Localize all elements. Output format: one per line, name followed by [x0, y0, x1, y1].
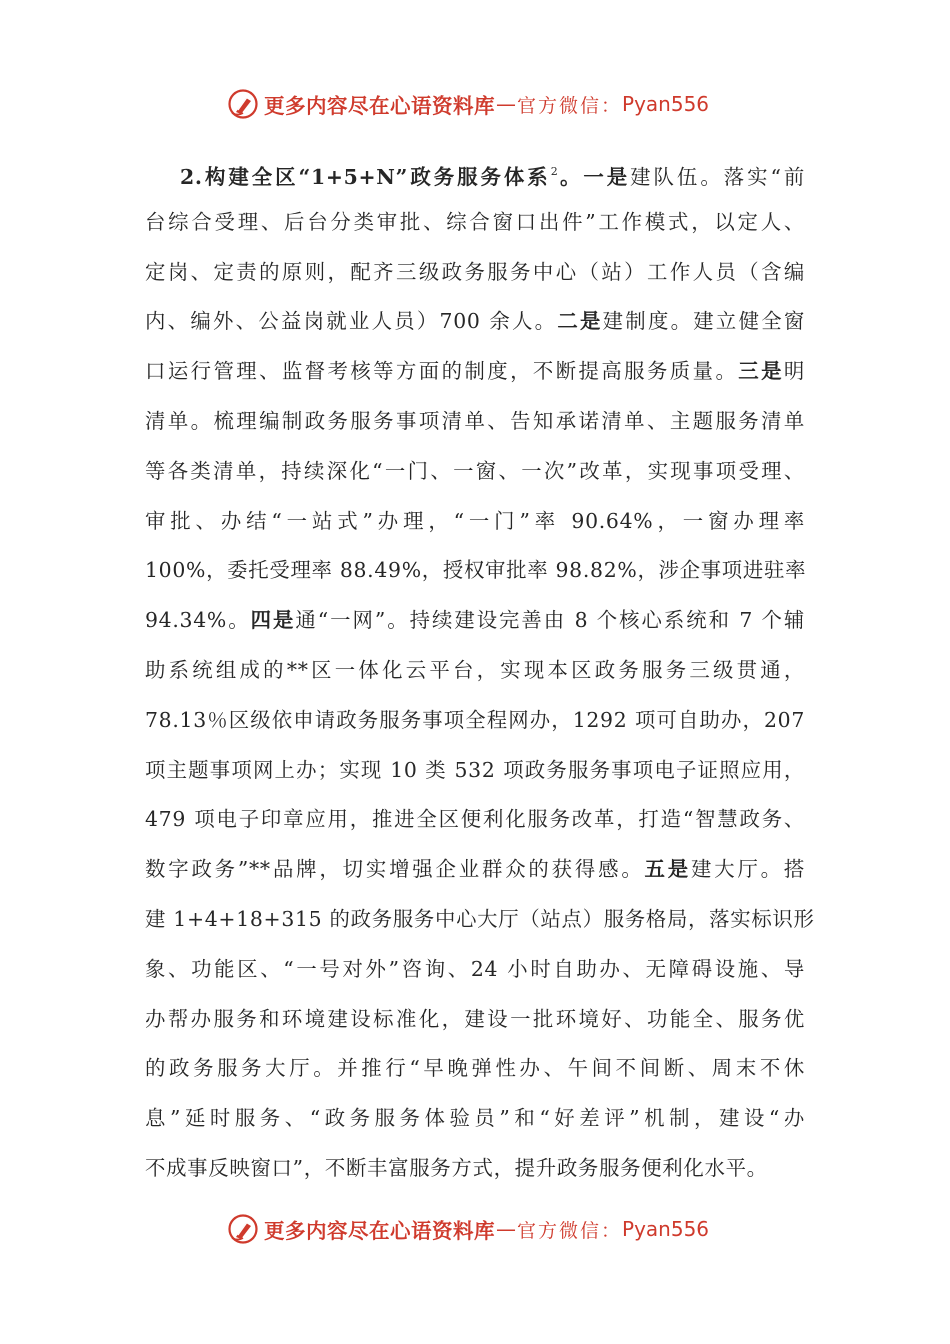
text-segment: 建制度。建立健全窗	[602, 309, 805, 334]
bold-text: 五是	[644, 857, 691, 882]
banner-wechat-label: 官方微信：	[517, 94, 623, 117]
bold-text: 二是	[557, 309, 603, 334]
paragraph-line	[145, 501, 805, 551]
paragraph-line	[145, 650, 805, 700]
header-banner	[226, 84, 709, 124]
text-segment: 台综合受理、后台分类审批、综合窗口出件”工作模式，以定人、	[145, 209, 805, 234]
paragraph-line	[145, 301, 805, 351]
text-segment: 定岗、定责的原则，配齐三级政务服务中心（站）工作人员（含编	[145, 259, 805, 284]
pen-nib-logo-icon	[226, 1212, 260, 1246]
paragraph-line	[145, 750, 805, 800]
banner-brand-text: 更多内容尽在心语资料库	[264, 1219, 495, 1243]
text-segment: 的政务服务大厅。并推行“早晚弹性办、午间不间断、周末不休	[145, 1056, 805, 1081]
text-segment: 建 1+4+18+315 的政务服务中心大厅（站点）服务格局，落实标识形	[145, 906, 815, 931]
banner-dash: —	[496, 1217, 516, 1241]
paragraph-line	[145, 1098, 805, 1148]
bold-text: 2.构建全区“1+5+N”政务服务体系	[180, 165, 551, 189]
paragraph-line	[145, 252, 805, 302]
banner-brand-text: 更多内容尽在心语资料库	[264, 94, 495, 118]
bold-text: 四是	[250, 608, 296, 633]
pen-nib-logo-icon	[226, 87, 260, 121]
paragraph-line	[145, 999, 805, 1049]
text-segment: 通“一网”。持续建设完善由 8 个核心系统和 7 个辅	[295, 608, 805, 633]
bold-text: 一是	[583, 165, 631, 189]
paragraph-line	[145, 451, 805, 501]
paragraph-line	[145, 899, 815, 949]
paragraph-line	[145, 700, 805, 750]
banner-dash: —	[496, 92, 516, 116]
body-paragraph	[145, 152, 815, 1198]
text-segment: 建队伍。落实“前	[630, 165, 805, 189]
banner-wechat-id: Pyan556	[622, 1217, 710, 1241]
paragraph-line	[145, 550, 805, 600]
bold-text: 三是	[738, 359, 784, 384]
text-segment: 等各类清单，持续深化“一门、一窗、一次”改革，实现事项受理、	[145, 458, 805, 483]
text-segment: 清单。梳理编制政务服务事项清单、告知承诺清单、主题服务清单	[145, 408, 805, 433]
banner-wechat-label: 官方微信：	[517, 1219, 623, 1242]
text-segment: 78.13％区级依申请政务服务事项全程网办，1292 项可自助办，207	[145, 707, 805, 732]
text-segment: 助系统组成的**区一体化云平台，实现本区政务服务三级贯通，	[145, 657, 805, 682]
text-segment: 象、功能区、“一号对外”咨询、24 小时自助办、无障碍设施、导	[145, 956, 805, 981]
text-segment: 479 项电子印章应用，推进全区便利化服务改革，打造“智慧政务、	[145, 807, 805, 832]
paragraph-line	[145, 401, 805, 451]
paragraph-line	[145, 1148, 805, 1198]
paragraph-line	[145, 1048, 805, 1098]
paragraph-line	[145, 351, 805, 401]
text-segment: 数字政务”**品牌，切实增强企业群众的获得感。	[145, 857, 645, 882]
paragraph-line	[145, 949, 805, 999]
text-segment: 项主题事项网上办；实现 10 类 532 项政务服务事项电子证照应用，	[145, 757, 805, 782]
text-segment: 审批、办结“一站式”办理，“一门”率 90.64%，一窗办理率	[145, 508, 805, 533]
paragraph-line	[145, 600, 805, 650]
footnote-marker: 2	[550, 165, 558, 178]
text-segment: 明	[783, 359, 805, 384]
text-segment: 建大厅。搭	[691, 857, 805, 882]
paragraph-line	[145, 202, 805, 252]
paragraph-line	[145, 849, 805, 899]
paragraph-line	[145, 152, 805, 202]
text-segment: 内、编外、公益岗就业人员）700 余人。	[145, 309, 558, 334]
bold-text: 。	[557, 165, 584, 189]
text-segment: 办帮办服务和环境建设标准化，建设一批环境好、功能全、服务优	[145, 1006, 805, 1031]
paragraph-line	[145, 799, 805, 849]
text-segment: 不成事反映窗口”，不断丰富服务方式，提升政务服务便利化水平。	[145, 1155, 768, 1180]
text-segment: 口运行管理、监督考核等方面的制度，不断提高服务质量。	[145, 359, 739, 384]
text-segment: 100%，委托受理率 88.49%，授权审批率 98.82%，涉企事项进驻率	[145, 558, 807, 583]
text-segment: 94.34%。	[145, 608, 251, 633]
text-segment: 息”延时服务、“政务服务体验员”和“好差评”机制，建设“办	[145, 1106, 805, 1131]
banner-wechat-id: Pyan556	[622, 92, 710, 116]
footer-banner	[226, 1209, 709, 1249]
